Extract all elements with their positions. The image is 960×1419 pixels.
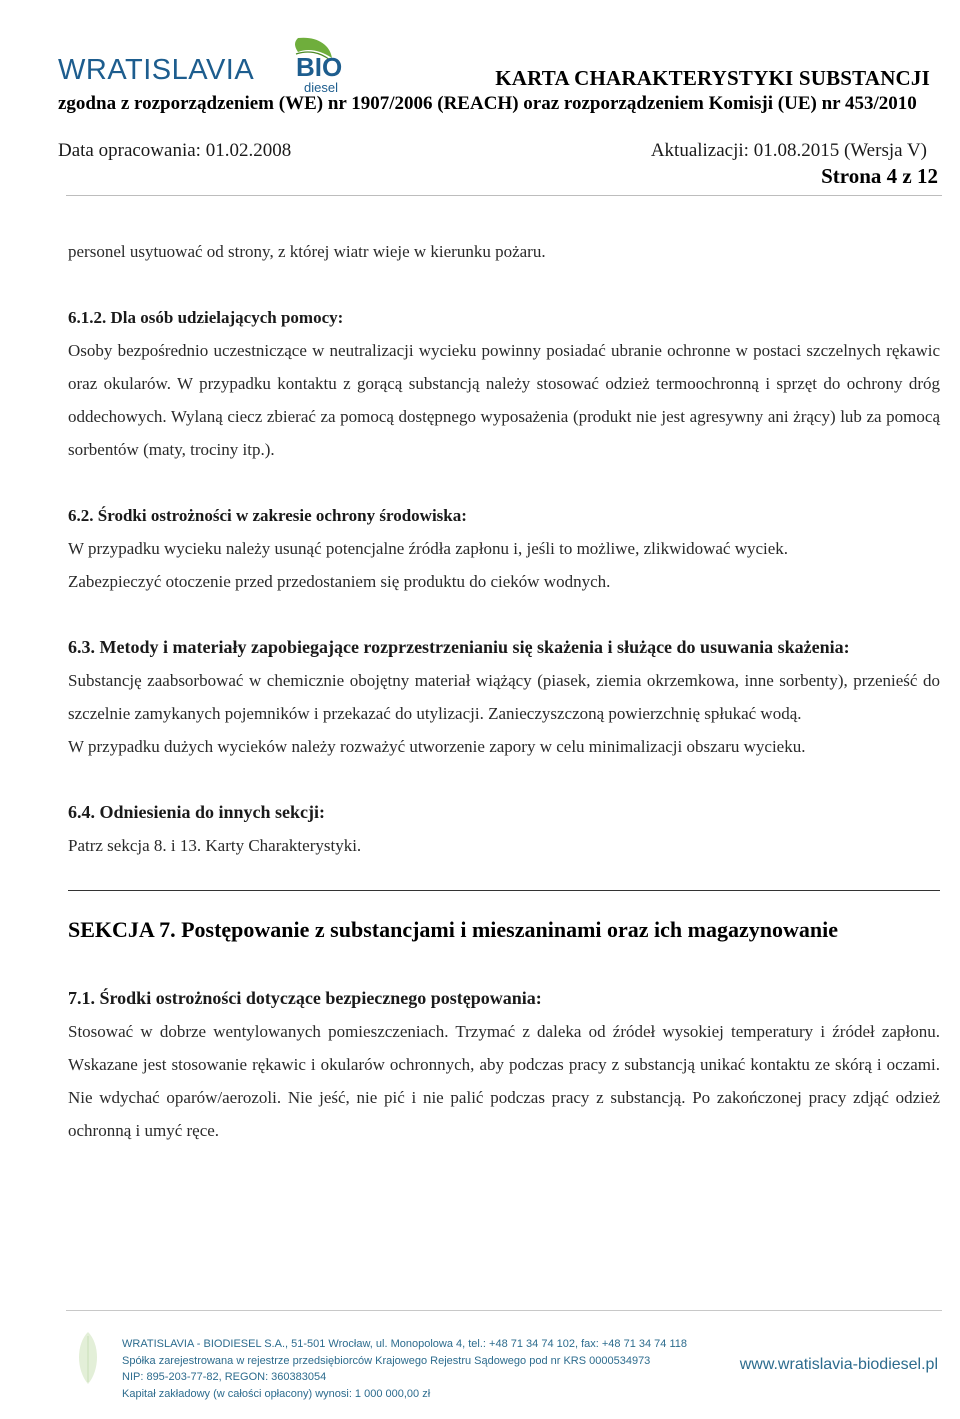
page-number: Strona 4 z 12 <box>821 164 938 188</box>
section-6-3-text-1: Substancję zaabsorbować w chemicznie obojętny materiał wiążący (piasek, ziemia okrzemkowa, inne sorbenty), przenieść do szczelnie zamykanych pojemników i przekazać do utylizacji. Zanieczyszczoną powierzchnię spłukać wodą. <box>68 671 940 723</box>
header-divider <box>66 195 942 196</box>
section-6-1-2-text: Osoby bezpośrednio uczestniczące w neutralizacji wycieku powinny posiadać ubranie ochronne w postaci szczelnych rękawic oraz okularów. W przypadku kontaktu z gorącą substancją należy stosować odzież termoochronną i sprzęt do ochrony dróg oddechowych. Wylaną ciecz zbierać za pomocą dostępnego wyposażenia (produkt nie jest agresywny ani żrący) lub za pomocą sorbentów (maty, trociny itp.). <box>68 341 940 459</box>
section-6-3-text-2: W przypadku dużych wycieków należy rozważyć utworzenie zapory w celu minimalizacji obszaru wycieku. <box>68 737 806 756</box>
logo-wordmark: WRATISLAVIA <box>58 54 255 86</box>
footer-registry: Spółka zarejestrowana w rejestrze przedsiębiorców Krajowego Rejestru Sądowego pod nr KRS 0000534973 <box>122 1354 651 1367</box>
footer-tax-ids: NIP: 895-203-77-82, REGON: 360383054 <box>122 1371 327 1383</box>
intro-paragraph: personel usytuować od strony, z której wiatr wieje w kierunku pożaru. <box>68 242 546 261</box>
page-footer <box>0 1300 960 1419</box>
company-logo <box>58 34 343 95</box>
date-created: Data opracowania: 01.02.2008 <box>58 140 292 161</box>
section-6-2-heading: 6.2. Środki ostrożności w zakresie ochrony środowiska: <box>68 506 467 525</box>
section-6-1-2-heading: 6.1.2. Dla osób udzielających pomocy: <box>68 308 344 327</box>
section-6-2-text-2: Zabezpieczyć otoczenie przed przedostaniem się produktu do cieków wodnych. <box>68 572 611 591</box>
logo-diesel: diesel <box>304 80 338 95</box>
footer-divider <box>66 1310 942 1311</box>
document-body <box>68 235 940 1147</box>
section-7-1-text: Stosować w dobrze wentylowanych pomieszczeniach. Trzymać z daleka od źródeł wysokiej temperatury i źródeł zapłonu. Wskazane jest stosowanie rękawic i okularów ochronnych, aby podczas pracy z substancją unikać kontaktu ze skórą i oczami. Nie wdychać oparów/aerozoli. Nie jeść, nie pić i nie palić podczas pracy z substancją. Po zakończonej pracy zdjąć odzież ochronną i umyć ręce. <box>68 1022 940 1140</box>
section-7-heading: SEKCJA 7. Postępowanie z substancjami i mieszaninami oraz ich magazynowanie <box>68 917 838 942</box>
section-7-1-heading: 7.1. Środki ostrożności dotyczące bezpiecznego postępowania: <box>68 988 542 1008</box>
page-header <box>0 0 960 200</box>
company-details <box>122 1336 687 1402</box>
leaf-icon <box>74 1330 102 1386</box>
date-updated: Aktualizacji: 01.08.2015 (Wersja V) <box>650 140 927 161</box>
section-6-4-text: Patrz sekcja 8. i 13. Karty Charakterystyki. <box>68 836 362 855</box>
section-6-3-heading: 6.3. Metody i materiały zapobiegające rozprzestrzenianiu się skażenia i służące do usuwania skażenia: <box>68 637 850 657</box>
regulations-line: zgodna z rozporządzeniem (WE) nr 1907/2006 (REACH) oraz rozporządzeniem Komisji (UE) nr 453/2010 <box>58 93 917 114</box>
website-link[interactable]: www.wratislavia-biodiesel.pl <box>739 1356 938 1373</box>
section-6-2-text-1: W przypadku wycieku należy usunąć potencjalne źródła zapłonu i, jeśli to możliwe, zlikwidować wyciek. <box>68 539 789 558</box>
section-6-4-heading: 6.4. Odniesienia do innych sekcji: <box>68 802 326 822</box>
footer-address: WRATISLAVIA - BIODIESEL S.A., 51-501 Wrocław, ul. Monopolowa 4, tel.: +48 71 34 74 102, fax: +48 71 34 74 118 <box>122 1338 687 1350</box>
document-title: KARTA CHARAKTERYSTYKI SUBSTANCJI <box>495 66 930 90</box>
logo-bio: BIO <box>296 52 343 82</box>
footer-capital: Kapitał zakładowy (w całości opłacony) wynosi: 1 000 000,00 zł <box>122 1387 431 1400</box>
